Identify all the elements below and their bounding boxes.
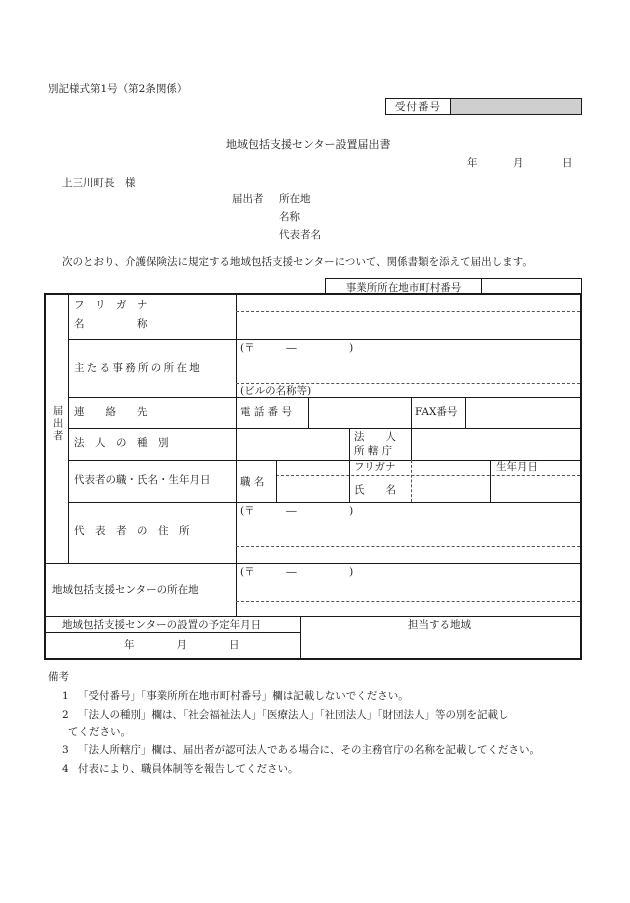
center-location-postal: (〒 ― ) xyxy=(240,566,354,578)
office-number-label: 事業所所在地市町村番号 xyxy=(326,279,482,295)
notifier-address-label: 所在地 xyxy=(279,193,311,205)
note-1-text: 「受付番号」「事業所所在地市町村番号」欄は記載しないでください。 xyxy=(78,690,409,702)
rep-address-field[interactable] xyxy=(238,521,578,561)
post-field[interactable] xyxy=(278,462,347,500)
rep-furigana-label: フリガナ xyxy=(354,461,396,473)
center-location-field[interactable] xyxy=(238,581,578,614)
notification-form-table xyxy=(44,293,582,660)
planned-date-value[interactable]: 年 月 日 xyxy=(124,639,240,651)
receipt-number-label: 受付番号 xyxy=(386,99,451,114)
planned-date-label: 地域包括支援センターの設置の予定年月日 xyxy=(62,619,262,631)
note-3-num: 3 xyxy=(62,744,69,756)
note-2-num: 2 xyxy=(62,709,69,721)
main-office-building: (ビルの名称等) xyxy=(240,385,312,397)
birth-label: 生年月日 xyxy=(496,461,538,473)
notes-heading: 備考 xyxy=(48,671,69,683)
note-3-text: 「法人所轄庁」欄は、届出者が認可法人である場合に、その主務官庁の名称を記載してください。 xyxy=(78,744,540,756)
name-field[interactable] xyxy=(238,313,578,337)
rep-address-postal: (〒 ― ) xyxy=(240,505,354,517)
corp-type-label: 法 人 の 種 別 xyxy=(74,437,169,449)
rep-info-label: 代表者の職・氏名・生年月日 xyxy=(74,474,211,486)
side-label-notifier xyxy=(48,405,66,447)
rep-address-label: 代 表 者 の 住 所 xyxy=(74,525,190,537)
receipt-number-field[interactable] xyxy=(451,99,581,114)
date-day: 日 xyxy=(562,157,573,169)
fax-field[interactable] xyxy=(467,399,578,426)
notifier-rep-label: 代表者名 xyxy=(279,229,321,241)
area-label: 担当する地域 xyxy=(408,619,471,631)
center-location-label: 地域包括支援センターの所在地 xyxy=(52,584,199,596)
notifier-label: 届出者 xyxy=(232,193,264,205)
receipt-number-box xyxy=(385,98,582,115)
form-number: 別記様式第1号（第2条関係） xyxy=(48,83,188,95)
page-title: 地域包括支援センター設置届出書 xyxy=(226,138,391,151)
side-label-text: 届出者 xyxy=(51,405,64,443)
area-field[interactable] xyxy=(302,634,578,658)
notifier-name-label: 名称 xyxy=(279,211,300,223)
note-1-num: 1 xyxy=(62,690,69,702)
agency-label-top: 法 人 xyxy=(354,431,396,443)
main-office-label: 主たる事務所の所在地 xyxy=(74,362,202,374)
phone-label: 電 話 番 号 xyxy=(240,406,293,418)
phone-field[interactable] xyxy=(310,399,409,426)
addressee: 上三川町長 様 xyxy=(62,177,136,189)
post-label: 職 名 xyxy=(240,476,265,488)
agency-label-bottom: 所 轄 庁 xyxy=(354,445,393,457)
contact-label: 連 絡 先 xyxy=(74,406,148,418)
statement: 次のとおり、介護保険法に規定する地域包括支援センターについて、関係書類を添えて届出します。 xyxy=(62,256,533,268)
date-month: 月 xyxy=(513,157,524,169)
rep-name-label: 氏 名 xyxy=(354,484,396,496)
main-office-postal: (〒 ― ) xyxy=(240,342,354,354)
note-4-num: 4 xyxy=(62,763,69,775)
date-year: 年 xyxy=(467,157,478,169)
furigana-label xyxy=(74,300,232,311)
note-2-text: 「法人の種別」欄は、「社会福祉法人」「医療法人」「社団法人」「財団法人」等の別を記載し xyxy=(78,709,509,721)
name-label: 名 称 xyxy=(74,318,148,330)
fax-label: FAX番号 xyxy=(415,406,458,418)
corp-type-field[interactable] xyxy=(238,430,347,458)
note-4-text: 付表により、職員体制等を報告してください。 xyxy=(78,763,299,775)
furigana-label-text: フ リ ガ ナ xyxy=(74,299,148,311)
furigana-field[interactable] xyxy=(238,296,578,310)
note-2-cont: てください。 xyxy=(68,726,131,738)
rep-name-field[interactable] xyxy=(413,462,488,500)
agency-field[interactable] xyxy=(413,430,578,458)
